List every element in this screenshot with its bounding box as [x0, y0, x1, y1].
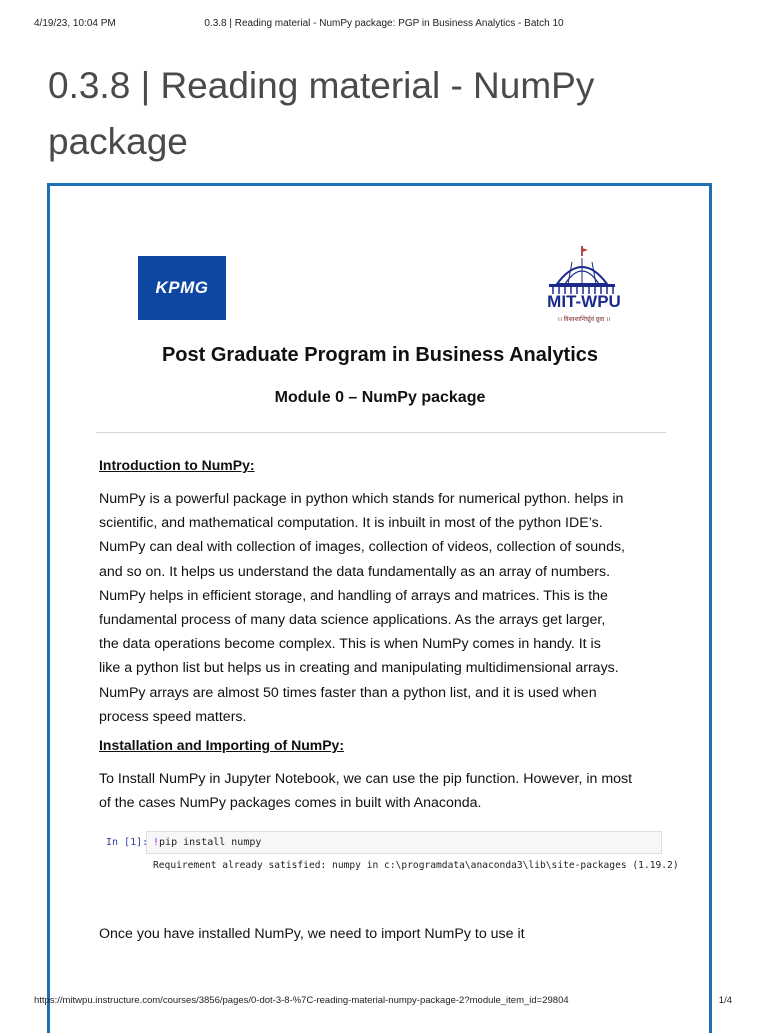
install-line: To Install NumPy in Jupyter Notebook, we can use the pip function. However, in most: [99, 771, 633, 787]
print-header: [0, 18, 768, 32]
kpmg-logo: [138, 256, 226, 320]
print-page-number: 1/4: [718, 995, 732, 1006]
page-title: [48, 58, 728, 170]
print-url: https://mitwpu.instructure.com/courses/3856/pages/0-dot-3-8-%7C-reading-material-numpy-package-2?module_item_id=29804: [34, 995, 569, 1006]
intro-paragraph: [99, 487, 679, 729]
intro-line: process speed matters.: [99, 708, 247, 725]
page-title-line-2: package: [48, 121, 188, 162]
module-title: Module 0 – NumPy package: [274, 389, 486, 406]
code-bang: !: [153, 837, 160, 848]
intro-line: NumPy arrays are almost 50 times faster than a python list, and it is used when: [99, 684, 597, 701]
install-line: of the cases NumPy packages comes in built with Anaconda.: [99, 795, 482, 812]
install-paragraph: [99, 767, 679, 815]
install-heading: Installation and Importing of NumPy:: [99, 737, 344, 753]
code-cell-command: [153, 837, 261, 848]
divider: [96, 432, 666, 433]
intro-line: the data operations become complex. This is when NumPy comes in handy. It is: [99, 636, 601, 653]
import-line: Once you have installed NumPy, we need to import NumPy to use it: [99, 926, 525, 942]
mit-wpu-logo-text: MIT-WPU: [547, 292, 621, 311]
import-paragraph: [99, 922, 679, 946]
code-command-text: pip install numpy: [159, 837, 262, 848]
print-page-title: 0.3.8 | Reading material - NumPy package: PGP in Business Analytics - Batch 10: [204, 18, 564, 29]
mit-wpu-tagline: ।। विश्वशान्तिर्ध्रुवं ध्रुवा ।।: [557, 317, 611, 323]
code-cell-output: Requirement already satisfied: numpy in c:\programdata\anaconda3\lib\site-packages (1.19.2): [153, 860, 679, 871]
intro-line: fundamental process of many data science applications. As the arrays get larger,: [99, 612, 606, 629]
program-title: Post Graduate Program in Business Analytics: [161, 344, 599, 366]
intro-line: NumPy is a powerful package in python which stands for numerical python. helps in: [99, 491, 624, 507]
intro-line: scientific, and mathematical computation. It is inbuilt in most of the python IDE’s.: [99, 515, 603, 532]
print-datetime: 4/19/23, 10:04 PM: [34, 18, 116, 29]
page-title-line-1: 0.3.8 | Reading material - NumPy: [48, 65, 595, 106]
intro-line: and so on. It helps us understand the data fundamentally as an array of numbers.: [99, 563, 611, 580]
intro-line: NumPy can deal with collection of images, collection of videos, collection of sounds,: [99, 539, 625, 556]
intro-line: like a python list but helps us in creating and manipulating multidimensional arrays.: [99, 660, 619, 677]
code-cell-prompt: In [1]:: [106, 837, 149, 848]
intro-heading: Introduction to NumPy:: [99, 457, 255, 473]
kpmg-logo-text: KPMG: [155, 278, 209, 297]
intro-line: NumPy helps in efficient storage, and handling of arrays and matrices. This is the: [99, 587, 608, 604]
